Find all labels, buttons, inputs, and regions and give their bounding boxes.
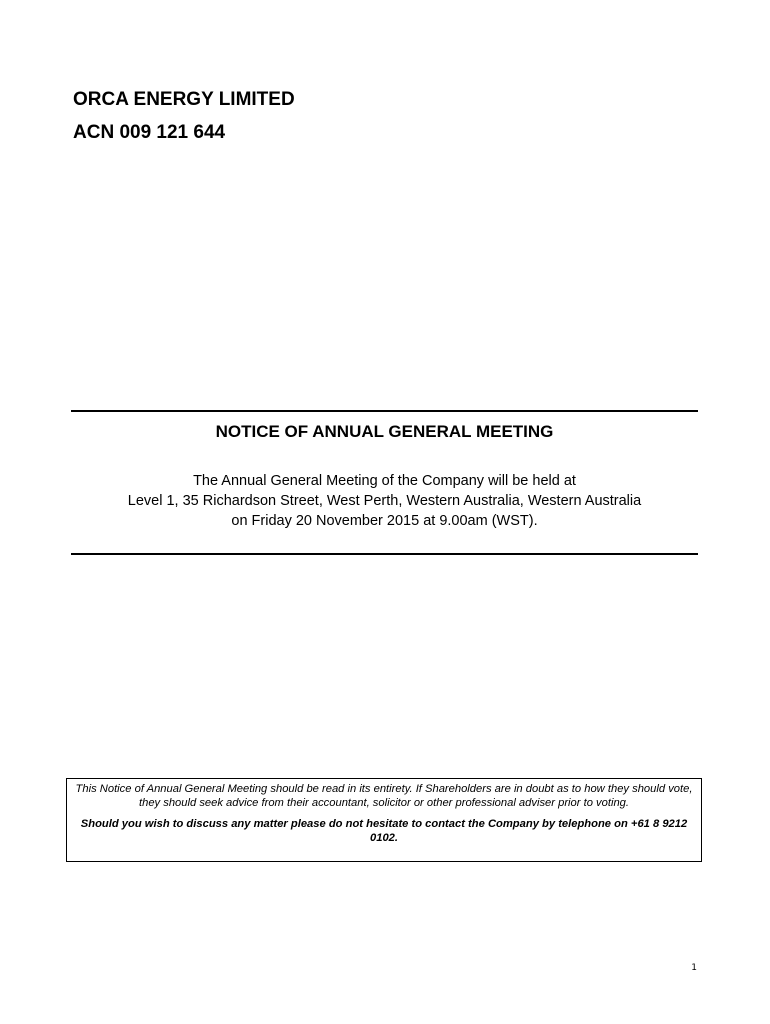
disclaimer-box: [66, 778, 702, 862]
contact-text: Should you wish to discuss any matter please do not hesitate to contact the Company by telephone on +61 8 9212 0102.: [80, 818, 688, 844]
meeting-details-line-2: Level 1, 35 Richardson Street, West Perth, Western Australia, Western Australia: [127, 493, 642, 509]
meeting-details-line-1: The Annual General Meeting of the Company will be held at: [193, 473, 576, 489]
meeting-details: [71, 471, 698, 531]
meeting-details-line-3: on Friday 20 November 2015 at 9.00am (WST).: [231, 513, 538, 529]
page-number: 1: [691, 963, 697, 973]
top-divider: [71, 410, 698, 412]
company-acn: ACN 009 121 644: [73, 122, 226, 143]
notice-title: NOTICE OF ANNUAL GENERAL MEETING: [215, 422, 554, 441]
disclaimer-text: This Notice of Annual General Meeting should be read in its entirety. If Shareholders are in doubt as to how they should vote, they should seek advice from their accountant, solicitor or other professional adviser prior to voting.: [75, 783, 693, 809]
bottom-divider: [71, 553, 698, 555]
company-name: ORCA ENERGY LIMITED: [73, 89, 295, 110]
